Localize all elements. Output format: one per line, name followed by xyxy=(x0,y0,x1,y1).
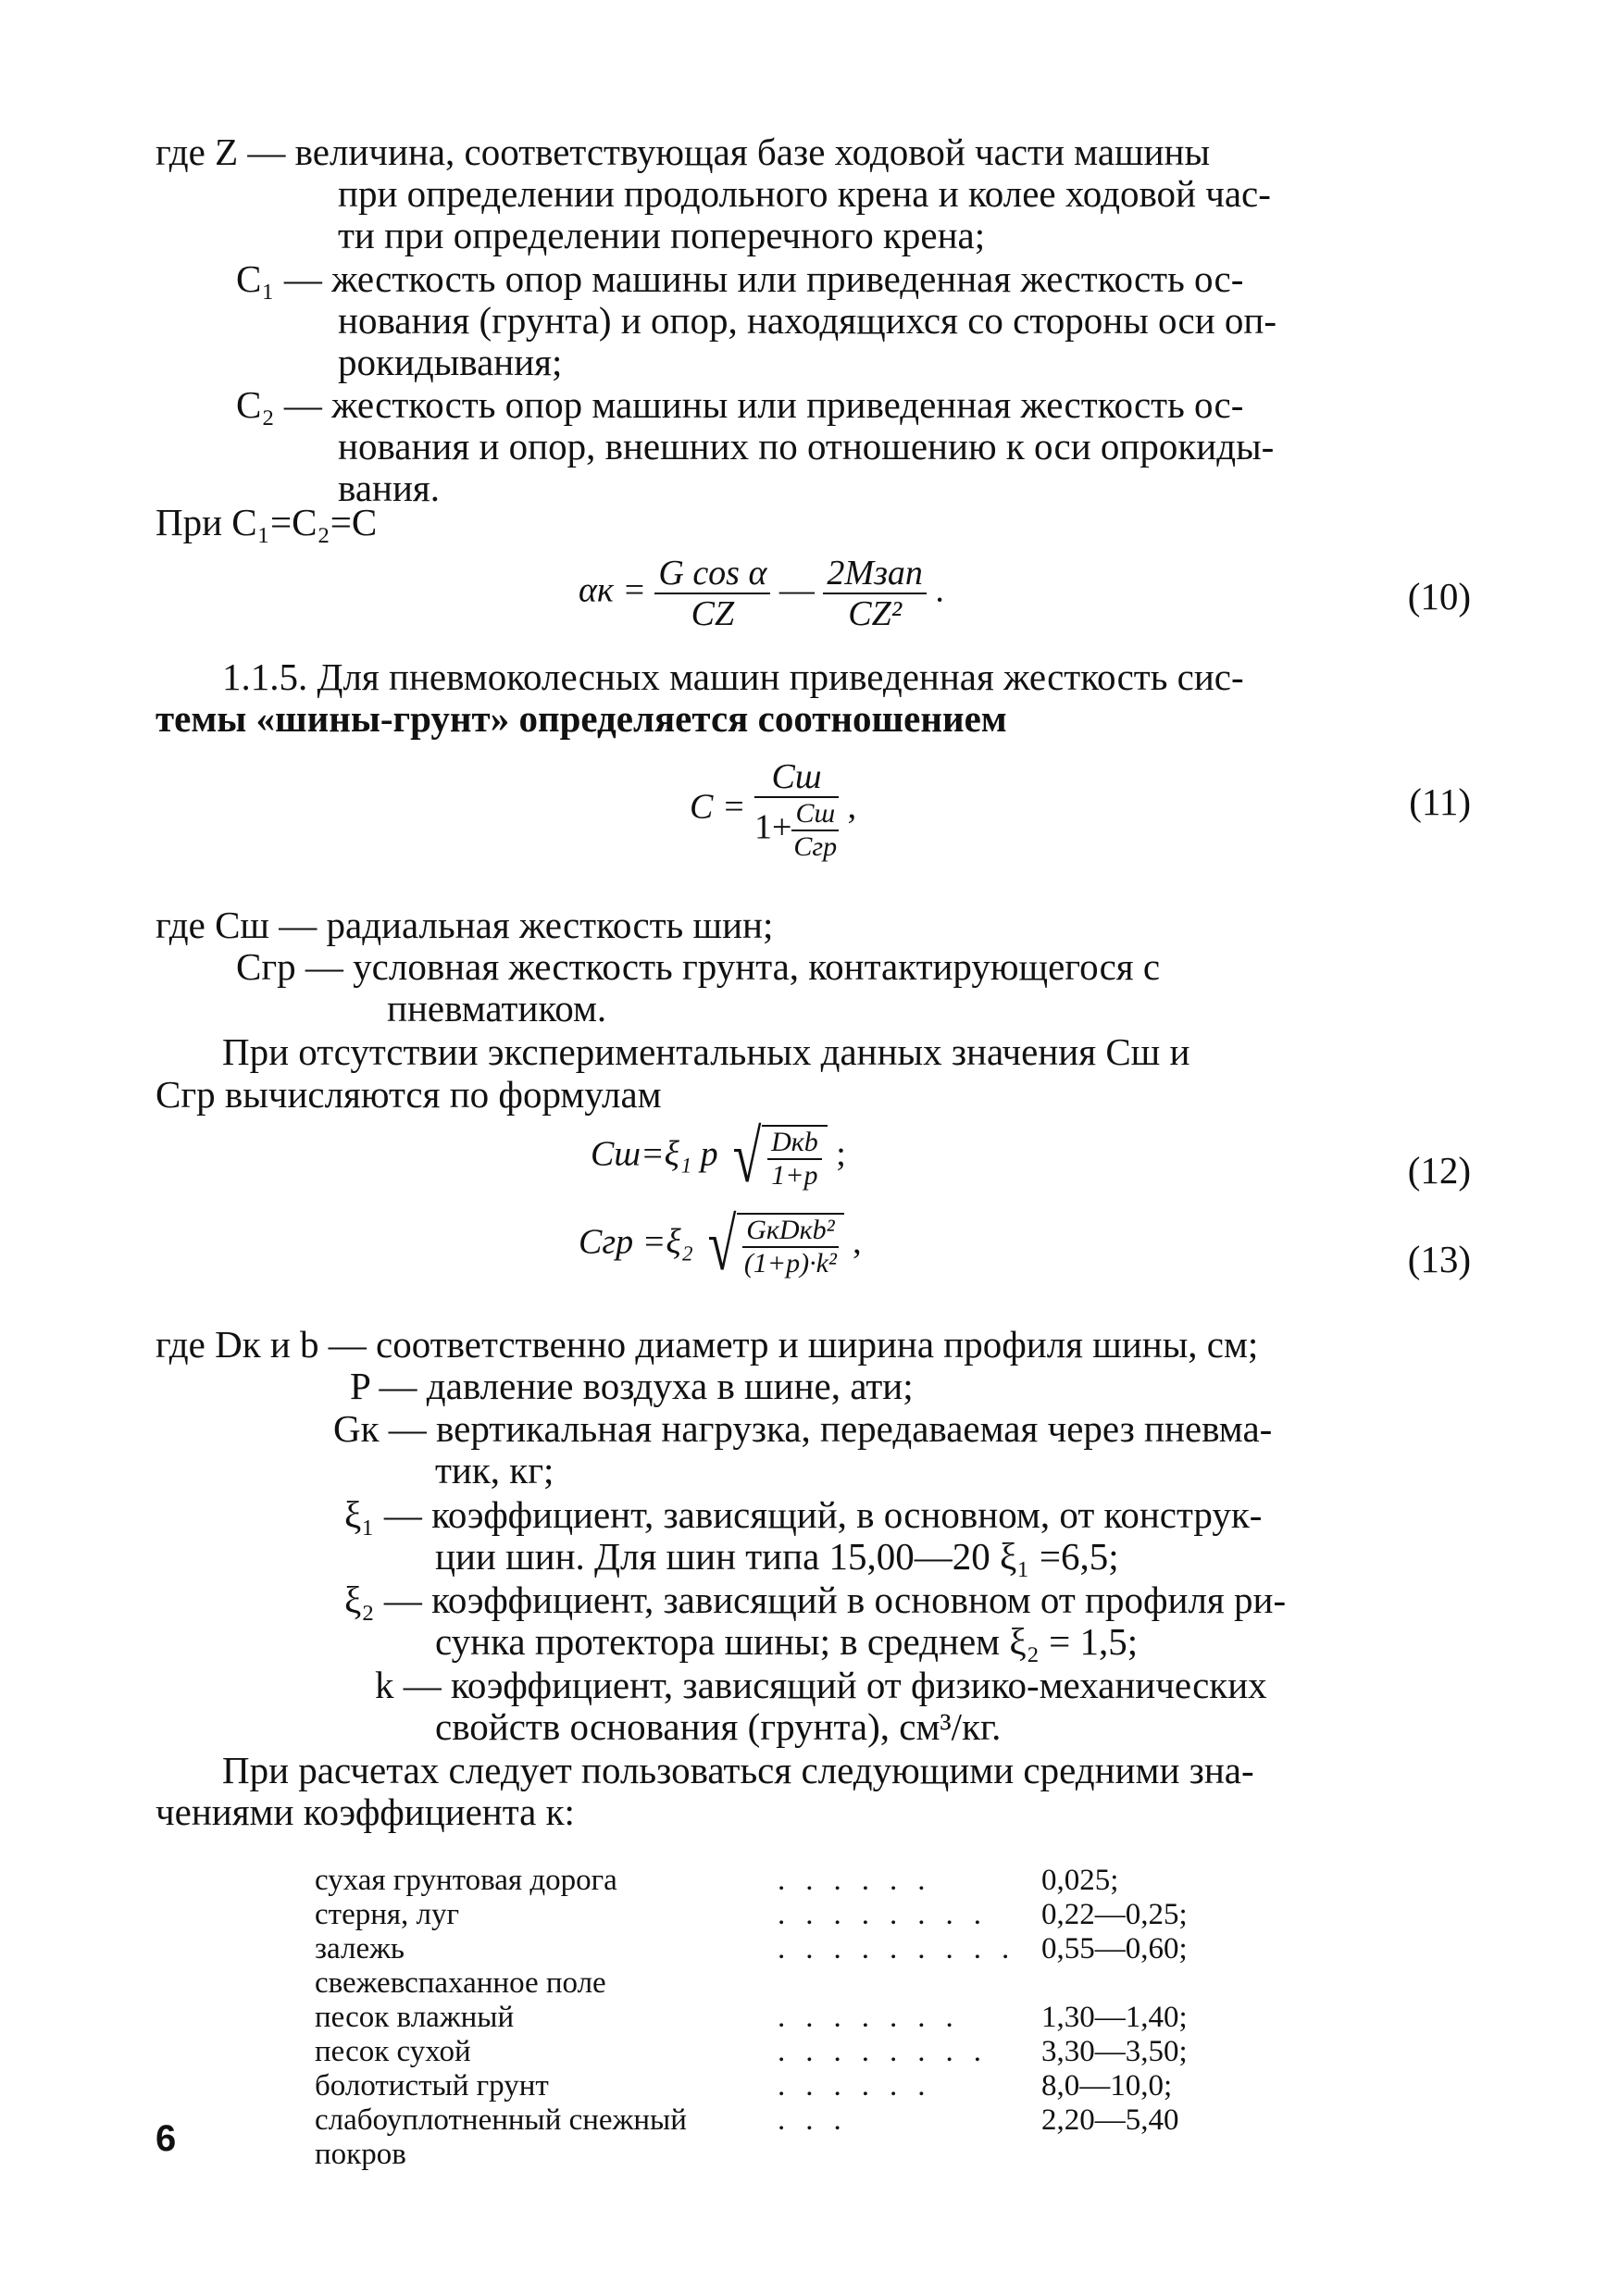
denominator: 1+p xyxy=(771,1160,818,1191)
row-value: 0,025; xyxy=(1041,1864,1119,1897)
fraction xyxy=(823,555,926,631)
text-line: нования и опор, внешних по отношению к оси опрокиды- xyxy=(338,425,1275,468)
operator: — xyxy=(778,570,815,610)
numerator: 2Mзап xyxy=(823,555,926,594)
row-leader-dots: ...... xyxy=(778,1864,946,1897)
text-line: P — давление воздуха в шине, ати; xyxy=(350,1365,914,1407)
row-leader-dots: ... xyxy=(778,2103,862,2137)
row-value: 0,55—0,60; xyxy=(1041,1932,1188,1965)
equation-13 xyxy=(579,1204,862,1286)
table-row xyxy=(315,2069,1333,2103)
fraction xyxy=(742,1217,838,1278)
table-row xyxy=(315,1864,1333,1898)
text-line: свойств основания (грунта), см³/кг. xyxy=(435,1705,1002,1748)
row-leader-dots: ........ xyxy=(778,1898,1002,1931)
text-line: C₁ — жесткость опор машины или приведенная жесткость ос- xyxy=(236,257,1244,300)
punctuation: , xyxy=(847,787,857,827)
radicand xyxy=(737,1213,843,1278)
row-name: песок сухой xyxy=(315,2035,471,2068)
eq-lhs: Cгр =ξ₂ xyxy=(579,1222,693,1262)
table-row xyxy=(315,1898,1333,1932)
text-line: где Dк и b — соответственно диаметр и ширина профиля шины, см; xyxy=(156,1323,1259,1366)
denominator: Cгр xyxy=(793,831,838,862)
text-line: k — коэффициент, зависящий от физико-механических xyxy=(375,1664,1267,1706)
row-value: 8,0—10,0; xyxy=(1041,2069,1173,2103)
text-line: темы «шины-грунт» определяется соотношением xyxy=(156,697,1007,740)
denominator: (1+p)·k² xyxy=(743,1248,837,1279)
row-leader-dots: ......... xyxy=(778,1932,1030,1965)
row-name: сухая грунтовая дорога xyxy=(315,1864,617,1897)
row-name: свежевспаханное поле xyxy=(315,1966,606,2000)
numerator: Cш xyxy=(754,759,839,798)
inner-fraction xyxy=(791,800,839,861)
numerator: G cos α xyxy=(654,555,770,594)
row-name: слабоуплотненный снежный покров xyxy=(315,2103,687,2171)
text-line: При отсутствии экспериментальных данных значения Cш и xyxy=(222,1030,1190,1073)
denominator: CZ² xyxy=(848,594,903,633)
text-line: где Cш — радиальная жесткость шин; xyxy=(156,904,774,946)
text-line: чениями коэффициента к: xyxy=(156,1791,575,1833)
row-leader-dots xyxy=(778,1966,1041,2001)
text-line: Cгр вычисляются по формулам xyxy=(156,1073,662,1116)
row-name: болотистый грунт xyxy=(315,2069,549,2103)
denominator xyxy=(754,798,839,861)
text-line: пневматиком. xyxy=(387,987,607,1029)
equation-11 xyxy=(690,759,856,861)
table-row xyxy=(315,2035,1333,2069)
table-row xyxy=(315,2103,1333,2171)
text-line: ξ₂ — коэффициент, зависящий в основном от профиля ри- xyxy=(344,1578,1287,1621)
eq-lhs: C = xyxy=(690,787,746,827)
equation-number: (10) xyxy=(1407,575,1471,618)
eq-lhs: αк = xyxy=(579,570,646,610)
numerator: GкDкb² xyxy=(742,1217,838,1248)
radical-sign: √ xyxy=(707,1204,737,1286)
row-name: залежь xyxy=(315,1932,405,1965)
row-value: 1,30—1,40; xyxy=(1041,2001,1188,2034)
row-name: песок влажный xyxy=(315,2001,515,2034)
radical-sign: √ xyxy=(732,1117,762,1198)
text-line: тик, кг; xyxy=(435,1449,554,1491)
equation-10 xyxy=(579,555,944,631)
text-line: ции шин. Для шин типа 15,00—20 ξ₁ =6,5; xyxy=(435,1535,1119,1578)
table-row xyxy=(315,2001,1333,2035)
page-number: 6 xyxy=(156,2118,177,2159)
text-line: где Z — величина, соответствующая базе ходовой части машины xyxy=(156,131,1211,173)
row-value: 3,30—3,50; xyxy=(1041,2035,1188,2068)
numerator: Cш xyxy=(791,800,839,831)
text-line: сунка протектора шины; в среднем ξ₂ = 1,5; xyxy=(435,1620,1139,1663)
text-line: Cгр — условная жесткость грунта, контактирующегося с xyxy=(236,945,1161,988)
square-root xyxy=(702,1204,843,1286)
equation-number: (12) xyxy=(1407,1149,1471,1192)
table-row xyxy=(315,1932,1333,1966)
punctuation: , xyxy=(853,1222,862,1262)
text-line: При C₁=C₂=C xyxy=(156,501,378,543)
row-leader-dots: ....... xyxy=(778,2001,974,2034)
eq-lhs: Cш=ξ₁ p xyxy=(591,1134,718,1174)
fraction xyxy=(654,555,770,631)
text-line: Gк — вертикальная нагрузка, передаваемая через пневма- xyxy=(333,1407,1273,1450)
table-row xyxy=(315,1966,1333,2001)
text-line: При расчетах следует пользоваться следующими средними зна- xyxy=(222,1749,1254,1791)
text-line: при определении продольного крена и колее ходовой час- xyxy=(338,172,1271,215)
text-line: 1.1.5. Для пневмоколесных машин приведенная жесткость сис- xyxy=(222,655,1244,698)
row-value: 2,20—5,40 xyxy=(1041,2103,1179,2137)
denominator: CZ xyxy=(691,594,735,633)
text-line: нования (грунта) и опор, находящихся со стороны оси оп- xyxy=(338,299,1277,342)
equation-number: (13) xyxy=(1407,1238,1471,1280)
equation-number: (11) xyxy=(1409,780,1471,823)
row-leader-dots: ...... xyxy=(778,2069,946,2103)
text-line: рокидывания; xyxy=(338,341,563,383)
row-value xyxy=(1041,1966,1227,2001)
row-name: стерня, луг xyxy=(315,1898,460,1931)
fraction xyxy=(767,1129,822,1190)
fraction xyxy=(754,759,839,861)
radicand xyxy=(762,1125,828,1190)
den-prefix: 1+ xyxy=(754,807,792,847)
numerator: Dкb xyxy=(767,1129,822,1160)
punctuation: ; xyxy=(836,1134,846,1174)
text-line: вания. xyxy=(338,467,441,509)
text-line: C₂ — жесткость опор машины или приведенная жесткость ос- xyxy=(236,383,1244,426)
coefficient-table xyxy=(315,1864,1333,2171)
row-leader-dots: ........ xyxy=(778,2035,1002,2068)
text-line: ξ₁ — коэффициент, зависящий, в основном, от конструк- xyxy=(344,1493,1263,1536)
square-root xyxy=(727,1117,828,1198)
row-value: 0,22—0,25; xyxy=(1041,1898,1188,1931)
text-line: ти при определении поперечного крена; xyxy=(338,214,986,256)
equation-12 xyxy=(591,1117,846,1198)
punctuation: . xyxy=(935,570,944,610)
